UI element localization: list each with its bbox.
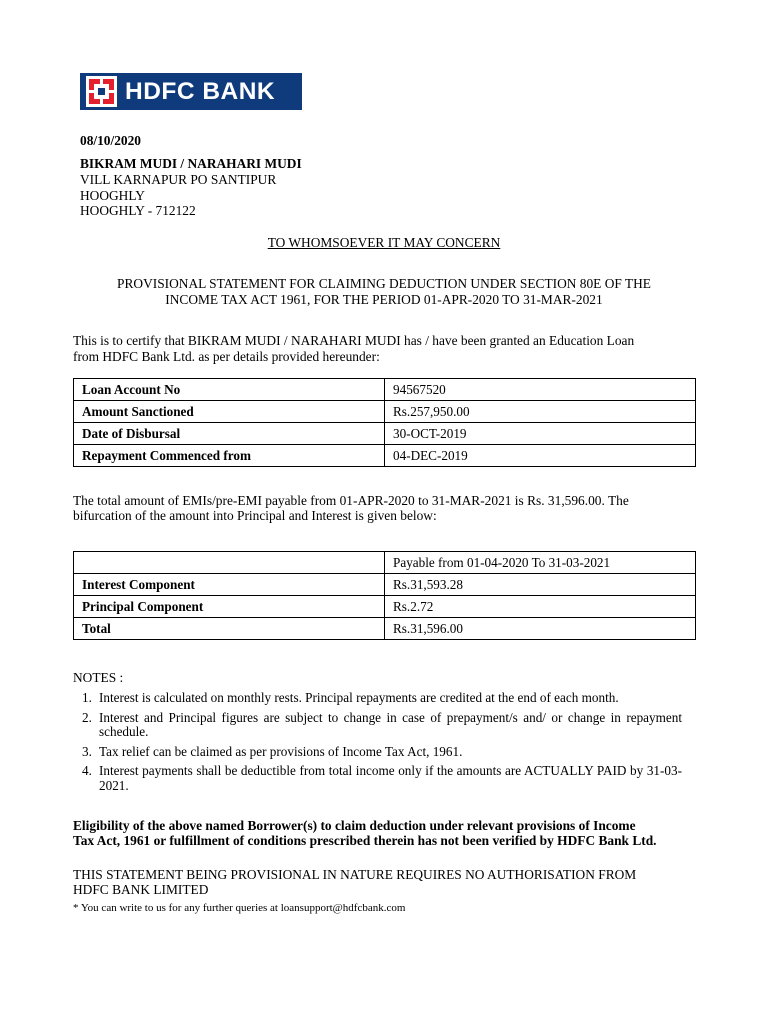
note-number: 2. xyxy=(82,709,92,725)
provisional-line-2: HDFC BANK LIMITED xyxy=(73,882,209,897)
principal-component-value: Rs.2.72 xyxy=(385,596,696,618)
eligibility-line-1: Eligibility of the above named Borrower(s) to claim deduction under relevant provisions of Income xyxy=(73,818,636,833)
table-row xyxy=(74,445,696,467)
emi-text-line-2: bifurcation of the amount into Principal and Interest is given below: xyxy=(73,508,437,523)
table-header-row xyxy=(74,552,696,574)
eligibility-line-2: Tax Act, 1961 or fulfillment of conditions prescribed therein has not been verified by HDFC Bank Ltd. xyxy=(73,833,657,848)
note-number: 4. xyxy=(82,763,92,778)
subject-line-1: PROVISIONAL STATEMENT FOR CLAIMING DEDUCTION UNDER SECTION 80E OF THE xyxy=(117,276,651,291)
repayment-commenced-value: 04-DEC-2019 xyxy=(385,445,696,467)
intro-line-2: from HDFC Bank Ltd. as per details provided hereunder: xyxy=(73,349,380,364)
letter-date: 08/10/2020 xyxy=(80,133,142,148)
principal-component-label: Principal Component xyxy=(74,596,385,618)
total-value: Rs.31,596.00 xyxy=(385,618,696,640)
list-item xyxy=(82,691,682,706)
note-number: 1. xyxy=(82,690,92,705)
loan-details-table xyxy=(73,378,696,467)
breakup-header-period: Payable from 01-04-2020 To 31-03-2021 xyxy=(385,552,696,574)
note-text: Interest and Principal figures are subject to change in case of prepayment/s and/ or change in repayment schedule. xyxy=(99,709,682,739)
loan-account-value: 94567520 xyxy=(385,379,696,401)
note-text: Tax relief can be claimed as per provisions of Income Tax Act, 1961. xyxy=(99,743,463,759)
notes-list xyxy=(82,691,682,798)
table-row xyxy=(74,401,696,423)
disbursal-date-label: Date of Disbursal xyxy=(74,423,385,445)
total-label: Total xyxy=(74,618,385,640)
repayment-commenced-label: Repayment Commenced from xyxy=(74,445,385,467)
salutation: TO WHOMSOEVER IT MAY CONCERN xyxy=(267,235,501,250)
amount-sanctioned-value: Rs.257,950.00 xyxy=(385,401,696,423)
disbursal-date-value: 30-OCT-2019 xyxy=(385,423,696,445)
recipient-name: BIKRAM MUDI / NARAHARI MUDI xyxy=(80,156,302,171)
interest-component-value: Rs.31,593.28 xyxy=(385,574,696,596)
list-item xyxy=(82,711,682,740)
hdfc-bank-logo xyxy=(80,73,302,110)
intro-line-1: This is to certify that BIKRAM MUDI / NARAHARI MUDI has / have been granted an Education Loan xyxy=(73,333,635,348)
note-number: 3. xyxy=(82,743,92,759)
provisional-line-1: THIS STATEMENT BEING PROVISIONAL IN NATURE REQUIRES NO AUTHORISATION FROM xyxy=(73,867,637,882)
table-row xyxy=(74,596,696,618)
emi-breakup-table xyxy=(73,551,696,640)
footer-contact-note: * You can write to us for any further queries at loansupport@hdfcbank.com xyxy=(73,902,406,914)
list-item xyxy=(82,764,682,793)
table-row xyxy=(74,574,696,596)
emi-text-line-1: The total amount of EMIs/pre-EMI payable from 01-APR-2020 to 31-MAR-2021 is Rs. 31,596.00. The xyxy=(73,493,629,508)
note-text: Interest is calculated on monthly rests. Principal repayments are credited at the end of each month. xyxy=(99,690,619,705)
list-item xyxy=(82,745,682,760)
notes-heading: NOTES : xyxy=(73,670,124,685)
loan-account-label: Loan Account No xyxy=(74,379,385,401)
table-row xyxy=(74,618,696,640)
interest-component-label: Interest Component xyxy=(74,574,385,596)
table-row xyxy=(74,423,696,445)
address-line-3: HOOGHLY - 712122 xyxy=(80,203,196,218)
amount-sanctioned-label: Amount Sanctioned xyxy=(74,401,385,423)
address-line-1: VILL KARNAPUR PO SANTIPUR xyxy=(80,172,277,187)
hdfc-logo-mark-icon xyxy=(86,76,117,107)
table-row xyxy=(74,379,696,401)
logo-text: HDFC BANK xyxy=(125,78,276,105)
note-text: Interest payments shall be deductible from total income only if the amounts are ACTUALLY PAID by 31-03-2021. xyxy=(99,763,682,793)
subject-line-2: INCOME TAX ACT 1961, FOR THE PERIOD 01-APR-2020 TO 31-MAR-2021 xyxy=(165,292,603,307)
breakup-header-label xyxy=(74,552,385,574)
address-line-2: HOOGHLY xyxy=(80,188,145,203)
